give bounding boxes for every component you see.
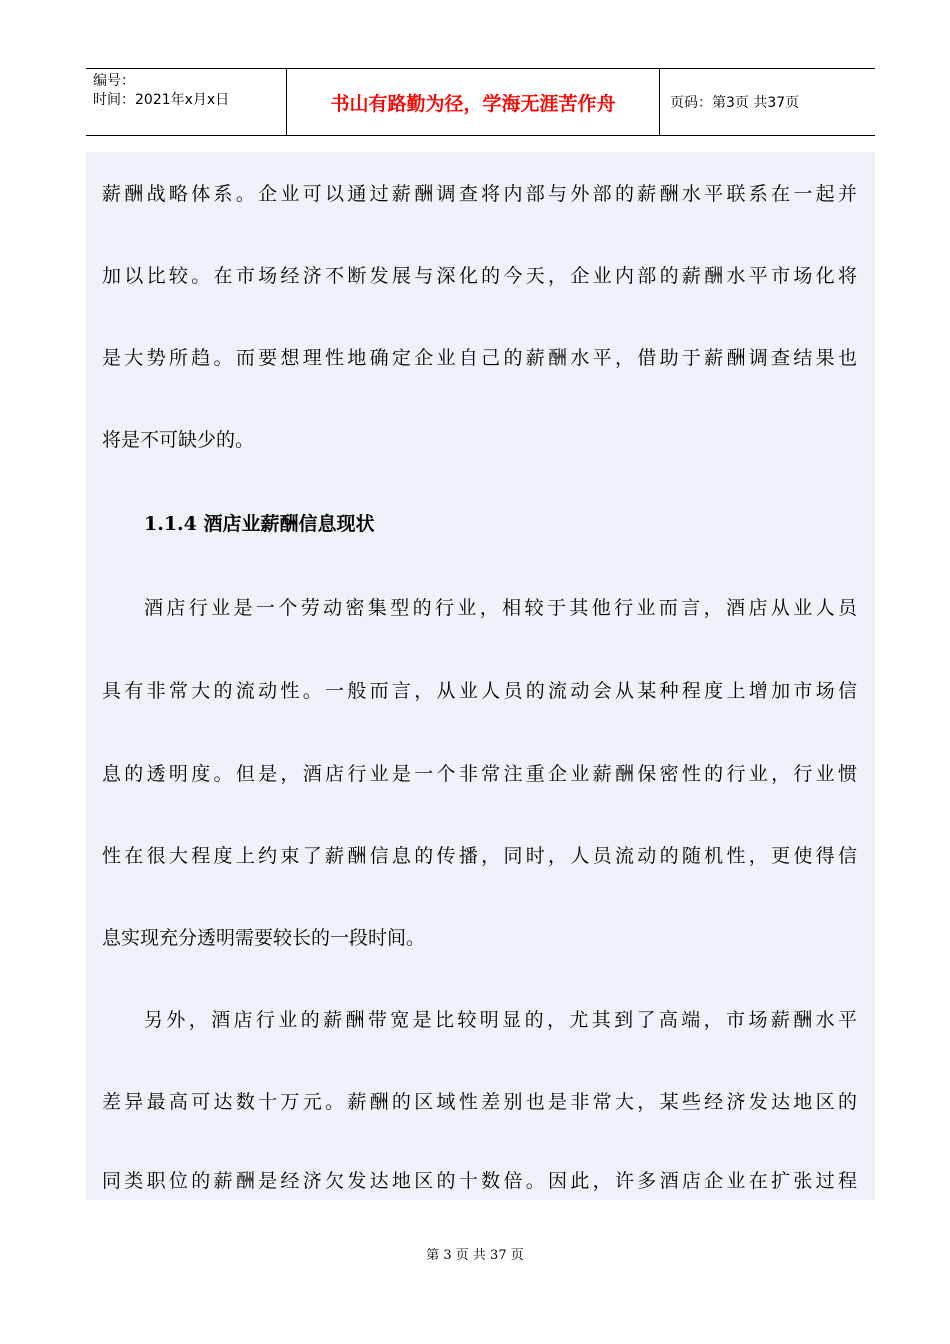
body-line: 薪酬战略体系。企业可以通过薪酬调查将内部与外部的薪酬水平联系在一起并	[102, 183, 857, 205]
body-line: 息实现充分透明需要较长的一段时间。	[102, 927, 426, 949]
body-line: 息的透明度。但是，酒店行业是一个非常注重企业薪酬保密性的行业，行业惯	[102, 763, 857, 785]
document-body	[86, 152, 875, 1200]
body-line: 差异最高可达数十万元。薪酬的区域性差别也是非常大，某些经济发达地区的	[102, 1091, 857, 1113]
header-meta	[86, 69, 286, 135]
page-header	[86, 68, 875, 136]
header-motto: 书山有路勤为径，学海无涯苦作舟	[286, 69, 660, 135]
number-label: 编号：	[93, 73, 135, 89]
body-line: 同类职位的薪酬是经济欠发达地区的十数倍。因此，许多酒店企业在扩张过程	[102, 1170, 857, 1192]
header-page-info: 页码：第3页 共37页	[670, 95, 800, 111]
section-heading: 1.1.4 酒店业薪酬信息现状	[144, 513, 375, 535]
body-line: 将是不可缺少的。	[102, 429, 255, 451]
body-line: 另外，酒店行业的薪酬带宽是比较明显的，尤其到了高端，市场薪酬水平	[144, 1009, 857, 1031]
body-line: 具有非常大的流动性。一般而言，从业人员的流动会从某种程度上增加市场信	[102, 680, 857, 702]
body-line: 酒店行业是一个劳动密集型的行业，相较于其他行业而言，酒店从业人员	[144, 597, 857, 619]
page-footer: 第 3 页 共 37 页	[426, 1248, 524, 1263]
body-line: 是大势所趋。而要想理性地确定企业自己的薪酬水平，借助于薪酬调查结果也	[102, 347, 857, 369]
body-line: 加以比较。在市场经济不断发展与深化的今天，企业内部的薪酬水平市场化将	[102, 265, 857, 287]
body-line: 性在很大程度上约束了薪酬信息的传播，同时，人员流动的随机性，更使得信	[102, 845, 857, 867]
time-label: 时间：2021年x月x日	[93, 92, 230, 108]
